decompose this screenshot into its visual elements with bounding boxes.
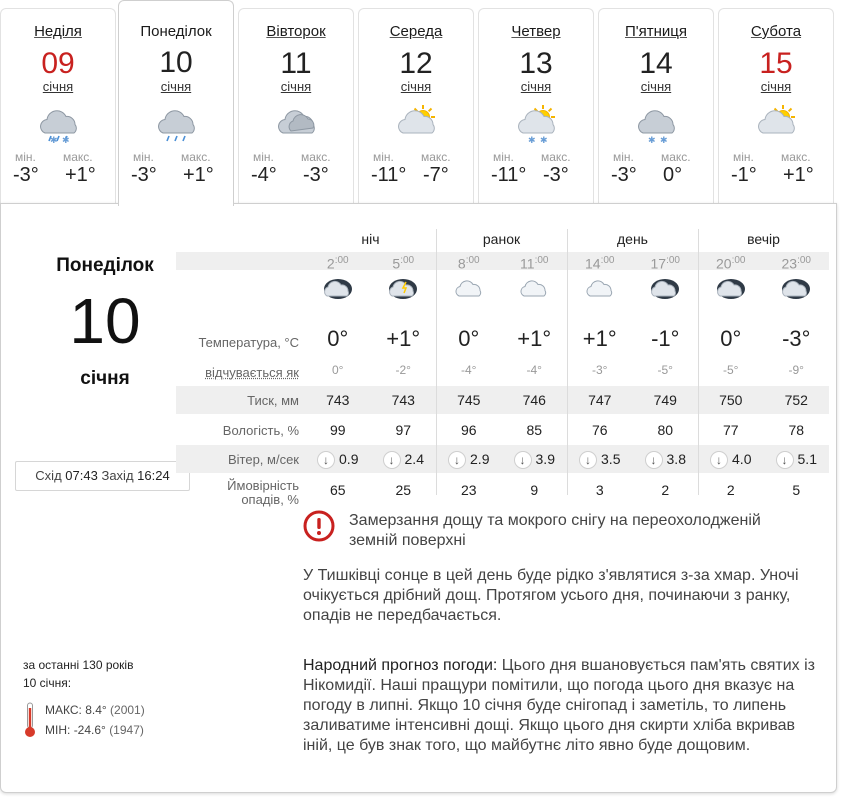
day-tab-min-temp: -11°	[491, 164, 527, 186]
time-hour: 23	[781, 255, 798, 272]
temperature-cell: 0°	[327, 326, 349, 351]
day-tab-month[interactable]: січня	[280, 79, 312, 94]
day-tab-name[interactable]: Четвер	[511, 23, 561, 40]
temperature-row	[176, 324, 829, 358]
history-period: за останні 130 років	[23, 658, 134, 672]
history-min-label: МІН:	[45, 723, 71, 737]
history-max-year: (2001)	[110, 703, 145, 717]
pressure-cell: 752	[784, 392, 808, 408]
period-divider	[567, 229, 568, 495]
sunset-time: 16:24	[137, 468, 170, 483]
wind-direction-icon: ↓	[317, 451, 335, 469]
warning-text: Замерзання дощу та мокрого снігу на переохолодженій земній поверхні	[349, 512, 761, 549]
period-divider	[698, 229, 699, 495]
day-tab-number: 09	[41, 47, 75, 80]
pressure-cell: 747	[588, 392, 612, 408]
selected-day-name: Понеділок	[56, 255, 154, 276]
day-tab-min-temp: -3°	[13, 164, 39, 186]
wind-direction-icon: ↓	[579, 451, 597, 469]
time-minutes: :00	[534, 255, 549, 266]
precip-probability-cell: 25	[395, 482, 412, 498]
day-tab-min-label: мін.	[733, 150, 754, 164]
day-tab-min-temp: -1°	[731, 164, 757, 186]
day-tab-max-label: макс.	[781, 150, 811, 164]
precip-probability-cell: 23	[460, 482, 477, 498]
history-max-label: МАКС:	[45, 703, 82, 717]
temperature-cell: -3°	[782, 326, 811, 351]
wind-cell	[436, 451, 502, 469]
day-tab-min-temp: -3°	[611, 164, 637, 186]
day-tab-14[interactable]	[598, 8, 714, 203]
pressure-cell: 743	[391, 392, 415, 408]
day-tab-10[interactable]	[118, 0, 234, 206]
precip-label-line2: опадів, %	[241, 492, 299, 507]
humidity-cell: 85	[526, 422, 543, 438]
day-tab-min-temp: -11°	[371, 164, 407, 186]
time-cell	[698, 252, 764, 273]
light-cloud-icon	[436, 274, 502, 304]
day-tab-number: 11	[280, 47, 312, 80]
svg-text:✱: ✱	[540, 136, 548, 145]
day-tab-month[interactable]: січня	[42, 79, 74, 94]
pressure-cell: 745	[457, 392, 481, 408]
history-max	[45, 700, 145, 720]
period-header: ранок	[482, 231, 521, 247]
svg-text:✱: ✱	[528, 136, 536, 145]
day-tab-max-temp: -7°	[423, 164, 449, 186]
wind-cell	[633, 451, 699, 469]
temperature-cell: +1°	[517, 326, 552, 351]
precip-probability-cell: 3	[595, 482, 604, 498]
temperature-label: Температура, °C	[198, 335, 299, 350]
temperature-cell: +1°	[582, 326, 617, 351]
wind-direction-icon: ↓	[645, 451, 663, 469]
time-cell	[633, 252, 699, 273]
selected-day-month: січня	[80, 368, 130, 389]
precip-probability-cell: 65	[329, 482, 346, 498]
day-tab-max-label: макс.	[661, 150, 691, 164]
humidity-row	[176, 416, 829, 444]
time-cell	[436, 252, 502, 273]
wind-label: Вітер, м/сек	[227, 452, 299, 467]
time-cell	[764, 252, 830, 273]
precip-probability-cell: 2	[661, 482, 670, 498]
pressure-cell: 749	[653, 392, 677, 408]
day-tab-max-label: макс.	[301, 150, 331, 164]
time-cell	[371, 252, 437, 273]
wind-direction-icon: ↓	[448, 451, 466, 469]
day-tab-15[interactable]	[718, 8, 834, 203]
temperature-cell: 0°	[720, 326, 742, 351]
svg-text:✱: ✱	[648, 136, 656, 145]
day-tab-name[interactable]: Понеділок	[140, 23, 212, 40]
day-tab-month[interactable]: січня	[400, 79, 432, 94]
day-tab-month[interactable]: січня	[760, 79, 792, 94]
history-date: 10 січня:	[23, 676, 72, 690]
humidity-cell: 80	[657, 422, 674, 438]
feels-like-cell: -4°	[461, 363, 477, 377]
pressure-cell: 743	[326, 392, 350, 408]
time-minutes: :00	[666, 255, 680, 266]
time-hour: 11	[520, 255, 535, 272]
history-min	[45, 720, 145, 740]
wind-row	[176, 445, 829, 473]
feels-like-label[interactable]: відчувається як	[205, 365, 299, 380]
time-cell	[305, 252, 371, 273]
history-min-year: (1947)	[109, 723, 144, 737]
day-tab-number: 13	[519, 47, 553, 80]
day-tab-12[interactable]	[358, 8, 474, 203]
wind-cell	[567, 451, 633, 469]
day-tab-max-label: макс.	[63, 150, 93, 164]
day-tab-13[interactable]	[478, 8, 594, 203]
day-tab-09[interactable]	[0, 8, 116, 203]
folk-forecast-label: Народний прогноз погоди:	[303, 657, 498, 674]
folk-forecast-text: Цього дня вшановується пам'ять святих із Нікомидії. Наші пращури помітили, що погода цього дня вказує на погоду в липні. Якщо 10 січня буде снігопад і заметіль, то липень заливатиме інтенсивні дощі. Якщо цього дня скирти хліба вкривав іній, це був знак того, що майбутнє літо явно буде дощовим.	[303, 657, 816, 754]
time-hour: 17	[650, 255, 667, 272]
cloud-snow-icon	[633, 103, 681, 145]
warning-icon	[303, 510, 335, 542]
day-tab-month[interactable]: січня	[520, 79, 552, 94]
night-cloudy-icon	[698, 274, 764, 304]
temperature-cell: +1°	[386, 326, 421, 351]
day-tab-min-temp: -3°	[131, 164, 157, 186]
light-cloud-icon	[502, 274, 568, 304]
night-cloudy-icon	[633, 274, 699, 304]
svg-text:✱: ✱	[62, 136, 70, 145]
time-hour: 20	[716, 255, 732, 272]
light-cloud-icon	[567, 274, 633, 304]
sunrise-time: 07:43	[65, 468, 98, 483]
feels-like-cell: -3°	[592, 363, 608, 377]
day-tab-min-label: мін.	[15, 150, 36, 164]
humidity-label: Вологість, %	[222, 423, 299, 438]
day-tab-min-label: мін.	[493, 150, 514, 164]
humidity-cell: 97	[395, 422, 412, 438]
cloud-snow-rain-icon	[35, 103, 83, 145]
day-tab-max-temp: 0°	[663, 164, 683, 186]
humidity-cell: 77	[722, 422, 739, 438]
wind-speed: 3.8	[666, 451, 686, 467]
wind-speed: 2.9	[470, 451, 490, 467]
selected-day-number: 10	[69, 285, 141, 357]
pressure-row	[176, 386, 829, 414]
time-hour: 14	[585, 255, 601, 272]
cloudy-icon	[273, 103, 321, 145]
night-cloud-rain-icon	[371, 274, 437, 304]
precip-probability-cell: 9	[530, 482, 539, 498]
humidity-cell: 78	[788, 422, 805, 438]
cloud-rain-icon	[153, 103, 201, 145]
wind-speed: 0.9	[339, 451, 359, 467]
svg-text:✱: ✱	[50, 136, 58, 145]
wind-direction-icon: ↓	[383, 451, 401, 469]
history-min-value: -24.6°	[73, 723, 106, 737]
day-tab-min-label: мін.	[133, 150, 154, 164]
precip-label-line1: Ймовірність	[227, 478, 299, 493]
wind-speed: 4.0	[732, 451, 752, 467]
folk-forecast	[303, 656, 828, 756]
pressure-cell: 750	[719, 392, 743, 408]
day-description: У Тишківці сонце в цей день буде рідко з'являтися з-за хмар. Уночі очікується дрібний дощ. Протягом усього дня, починаючи з ранку, опадів не передбачається.	[303, 567, 799, 624]
day-tab-min-label: мін.	[613, 150, 634, 164]
day-detail-panel	[0, 203, 837, 793]
day-tab-name[interactable]: Вівторок	[266, 23, 326, 40]
humidity-cell: 99	[329, 422, 346, 438]
time-minutes: :00	[731, 255, 746, 266]
precip-probability-cell: 5	[792, 482, 801, 498]
time-minutes: :00	[600, 255, 615, 266]
wind-speed: 3.9	[535, 451, 555, 467]
day-tab-max-temp: -3°	[303, 164, 329, 186]
wind-direction-icon: ↓	[776, 451, 794, 469]
feels-like-cell: -5°	[657, 363, 673, 377]
day-tab-max-temp: +1°	[65, 164, 96, 186]
wind-cell	[764, 451, 830, 469]
time-hour: 2	[326, 255, 335, 272]
time-minutes: :00	[465, 255, 480, 266]
sun-cloud-snow-icon	[513, 103, 561, 145]
time-hour: 8	[457, 255, 466, 272]
history-max-value: 8.4°	[85, 703, 107, 717]
wind-cell	[698, 451, 764, 469]
day-tab-11[interactable]	[238, 8, 354, 203]
sunset-label: Захід	[101, 468, 134, 483]
feels-like-cell: 0°	[332, 363, 344, 377]
day-tab-month[interactable]: січня	[160, 79, 192, 94]
day-tab-max-temp: +1°	[183, 164, 214, 186]
day-tab-min-label: мін.	[253, 150, 274, 164]
day-tab-name[interactable]: Неділя	[34, 23, 82, 40]
feels-like-row	[176, 359, 829, 383]
wind-cell	[502, 451, 568, 469]
period-header: день	[617, 231, 648, 247]
feels-like-cell: -4°	[526, 363, 542, 377]
temperature-cell: 0°	[458, 326, 480, 351]
wind-cell	[305, 451, 371, 469]
day-tab-number: 14	[639, 47, 673, 80]
day-tab-max-temp: -3°	[543, 164, 569, 186]
day-tab-name[interactable]: Субота	[750, 23, 802, 40]
wind-direction-icon: ↓	[514, 451, 532, 469]
day-tab-max-temp: +1°	[783, 164, 814, 186]
sun-cloud-icon	[753, 103, 801, 145]
day-tab-min-temp: -4°	[251, 164, 277, 186]
day-tab-number: 12	[399, 47, 433, 80]
time-minutes: :00	[797, 255, 811, 266]
thermometer-icon	[23, 702, 37, 738]
night-cloud-icon	[305, 274, 371, 304]
pressure-cell: 746	[522, 392, 546, 408]
day-tab-number: 15	[759, 47, 793, 80]
history-values	[45, 700, 145, 740]
sun-cloud-icon	[393, 103, 441, 145]
day-tab-name[interactable]: П'ятниця	[624, 23, 687, 40]
humidity-cell: 76	[591, 422, 608, 438]
feels-like-cell: -9°	[788, 363, 804, 377]
day-tab-max-label: макс.	[541, 150, 571, 164]
day-tab-number: 10	[159, 46, 193, 79]
precip-probability-cell: 2	[726, 482, 735, 498]
humidity-cell: 96	[460, 422, 477, 438]
day-tab-max-label: макс.	[181, 150, 211, 164]
feels-like-cell: -2°	[395, 363, 411, 377]
day-tab-name[interactable]: Середа	[389, 23, 443, 40]
day-tab-month[interactable]: січня	[640, 79, 672, 94]
pressure-label: Тиск, мм	[247, 393, 299, 408]
period-header: вечір	[747, 231, 780, 247]
time-cell	[502, 252, 568, 273]
precip-probability-row	[176, 476, 829, 506]
wind-cell	[371, 451, 437, 469]
icon-row	[176, 274, 829, 314]
time-hour: 5	[392, 255, 401, 272]
time-minutes: :00	[334, 255, 349, 266]
time-minutes: :00	[400, 255, 415, 266]
wind-speed: 3.5	[601, 451, 621, 467]
period-divider	[436, 229, 437, 495]
wind-direction-icon: ↓	[710, 451, 728, 469]
time-cell	[567, 252, 633, 273]
precip-probability-label	[176, 479, 299, 507]
period-header: ніч	[361, 231, 380, 247]
sunrise-sunset-box	[15, 461, 190, 491]
feels-like-cell: -5°	[723, 363, 739, 377]
wind-speed: 5.1	[797, 451, 817, 467]
time-row	[176, 252, 829, 270]
history-box	[23, 656, 193, 737]
day-tab-max-label: макс.	[421, 150, 451, 164]
night-cloudy-icon	[764, 274, 830, 304]
temperature-cell: -1°	[651, 326, 680, 351]
wind-speed: 2.4	[404, 451, 424, 467]
sunrise-label: Схід	[35, 468, 62, 483]
svg-text:✱: ✱	[660, 136, 668, 145]
day-tabs	[0, 0, 841, 205]
day-tab-min-label: мін.	[373, 150, 394, 164]
